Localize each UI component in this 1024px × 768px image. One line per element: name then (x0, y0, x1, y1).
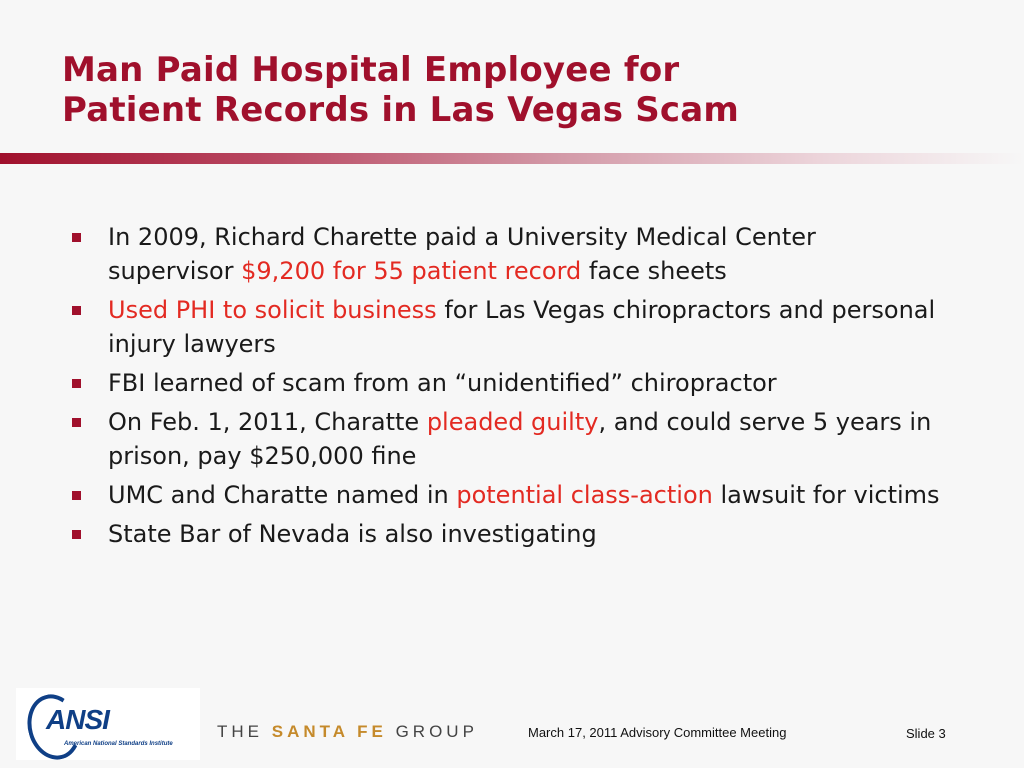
bullet-list (68, 220, 948, 556)
bullet-item (68, 405, 948, 473)
title-accent-bar (0, 153, 1024, 164)
highlight-text: pleaded guilty (426, 408, 599, 436)
bullet-text: On Feb. 1, 2011, Charatte (108, 408, 427, 436)
bullet-text: FBI learned of scam from an “unidentified” chiropractor (108, 369, 777, 397)
bullet-text: UMC and Charatte named in (108, 481, 457, 509)
highlight-text: potential class-action (456, 481, 713, 509)
ansi-logo: ANSI (46, 704, 109, 735)
title-line-1: Man Paid Hospital Employee for (62, 50, 680, 90)
bullet-item (68, 220, 948, 288)
bullet-text: lawsuit for victims (712, 481, 940, 509)
highlight-text: $9,200 for 55 patient record (241, 257, 582, 285)
square-bullet-icon (72, 491, 81, 500)
square-bullet-icon (72, 379, 81, 388)
ansi-logo-subtitle: American National Standards Institute (64, 741, 173, 747)
bullet-text: for Las Vegas chiropractors and personal injury lawyers (108, 296, 936, 358)
santa-fe-group-logo (217, 722, 478, 742)
square-bullet-icon (72, 306, 81, 315)
footer-meeting-text: March 17, 2011 Advisory Committee Meeting (528, 725, 787, 740)
square-bullet-icon (72, 233, 81, 242)
highlight-text: Used PHI to solicit business (108, 296, 437, 324)
logo-name: SANTA FE (271, 722, 387, 741)
square-bullet-icon (72, 530, 81, 539)
title-line-2: Patient Records in Las Vegas Scam (62, 90, 740, 130)
logo-prefix: THE (217, 722, 272, 741)
bullet-text: State Bar of Nevada is also investigating (108, 520, 597, 548)
slide-title (62, 50, 962, 130)
bullet-text: In 2009, Richard Charette paid a University Medical Center supervisor (108, 223, 816, 285)
bullet-item (68, 517, 948, 551)
bullet-text: face sheets (581, 257, 727, 285)
bullet-item (68, 478, 948, 512)
slide-number: Slide 3 (906, 726, 946, 741)
bullet-item (68, 293, 948, 361)
bullet-text: , and could serve 5 years in prison, pay $250,000 fine (108, 408, 932, 470)
bullet-item (68, 366, 948, 400)
logo-suffix: GROUP (386, 722, 478, 741)
square-bullet-icon (72, 418, 81, 427)
